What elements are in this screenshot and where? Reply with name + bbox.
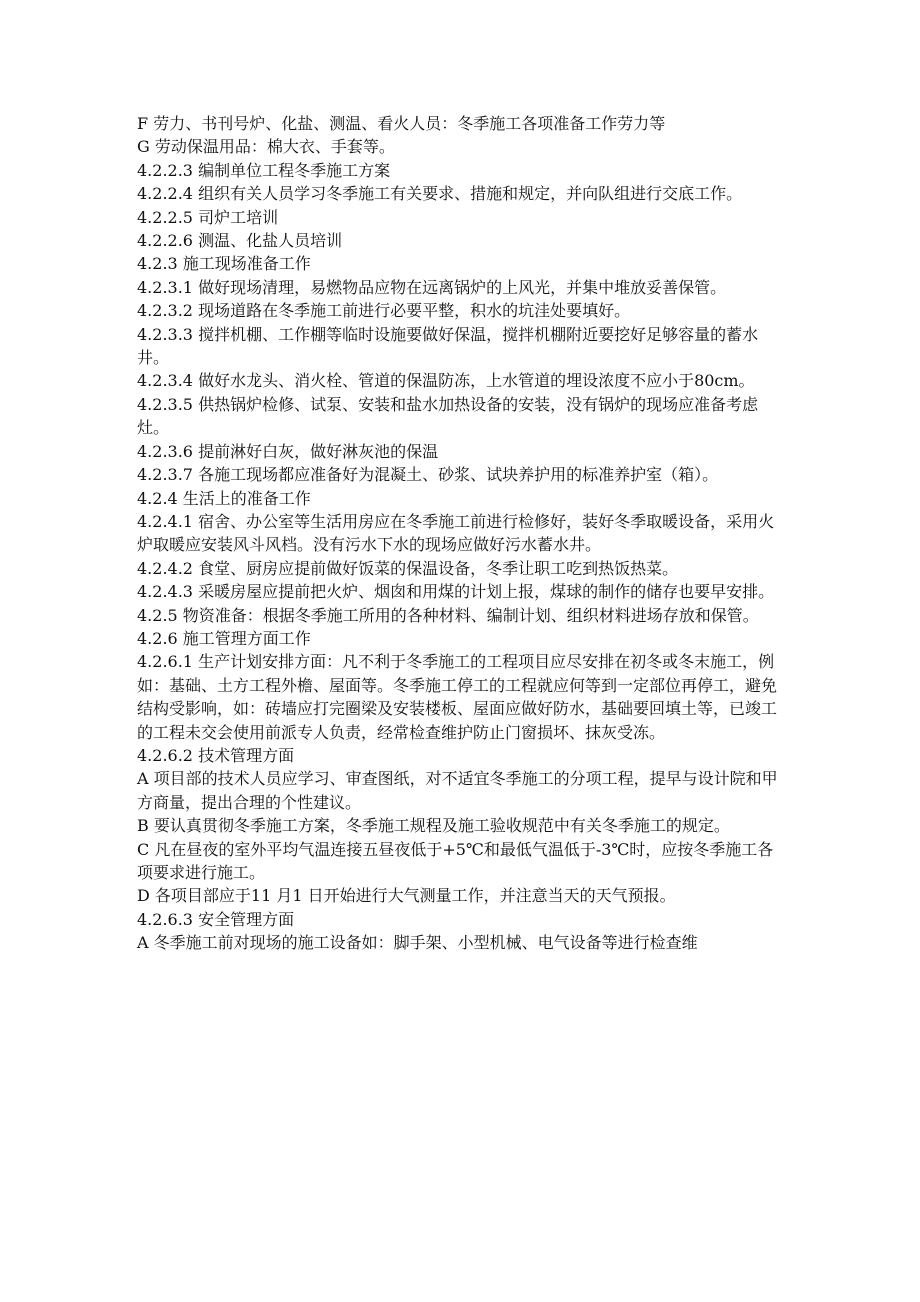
section-heading-4-2-6-3: 4.2.6.3 安全管理方面	[137, 909, 295, 929]
paragraph-4-2-3-2: 4.2.3.2 现场道路在冬季施工前进行必要平整，积水的坑洼处要填好。	[137, 301, 631, 321]
paragraph-4-2-3-7: 4.2.3.7 各施工现场都应准备好为混凝土、砂浆、试块养护用的标准养护室（箱）。	[137, 465, 719, 485]
paragraph-4-2-5: 4.2.5 物资准备：根据冬季施工所用的各种材料、编制计划、组织材料进场存放和保管。	[137, 605, 759, 625]
paragraph-tech-b: B 要认真贯彻冬季施工方案，冬季施工规程及施工验收规范中有关冬季施工的规定。	[137, 816, 730, 836]
paragraph-safety-a: A 冬季施工前对现场的施工设备如：脚手架、小型机械、电气设备等进行检查维	[137, 933, 698, 953]
paragraph-4-2-6-1: 4.2.6.1 生产计划安排方面：凡不利于冬季施工的工程项目应尽安排在初冬或冬末施工，例如：基础、土方工程外檐、屋面等。冬季施工停工的工程就应何等到一定部位再停工，避免结构受影响，如：砖墙应打完圈梁及安装楼板、屋面应做好防水，基础要回填土等，已竣工的工程未交会使用前派专人负责，经常检查维护防止门窗损坏、抹灰受冻。	[137, 652, 778, 742]
document-page	[137, 112, 787, 955]
section-heading-4-2-6-2: 4.2.6.2 技术管理方面	[137, 745, 295, 765]
section-heading-4-2-4: 4.2.4 生活上的准备工作	[137, 488, 311, 508]
paragraph-4-2-2-3: 4.2.2.3 编制单位工程冬季施工方案	[137, 160, 391, 180]
paragraph-4-2-4-2: 4.2.4.2 食堂、厨房应提前做好饭菜的保温设备，冬季让职工吃到热饭热菜。	[137, 558, 679, 578]
section-heading-4-2-3: 4.2.3 施工现场准备工作	[137, 254, 311, 274]
paragraph-4-2-3-6: 4.2.3.6 提前淋好白灰，做好淋灰池的保温	[137, 441, 439, 461]
paragraph-4-2-2-6: 4.2.2.6 测温、化盐人员培训	[137, 231, 343, 251]
paragraph-4-2-3-1: 4.2.3.1 做好现场清理，易燃物品应物在远离锅炉的上风光，并集中堆放妥善保管。	[137, 277, 727, 297]
paragraph-4-2-3-5: 4.2.3.5 供热锅炉检修、试泵、安装和盐水加热设备的安装，没有锅炉的现场应准备考虑灶。	[137, 394, 759, 438]
paragraph-4-2-2-5: 4.2.2.5 司炉工培训	[137, 207, 279, 227]
paragraph-tech-a: A 项目部的技术人员应学习、审查图纸，对不适宜冬季施工的分项工程，提早与设计院和甲方商量，提出合理的个性建议。	[137, 769, 778, 812]
paragraph-labor: F 劳力、书刊号炉、化盐、测温、看火人员：冬季施工各项准备工作劳力等	[137, 114, 666, 133]
paragraph-tech-c: C 凡在昼夜的室外平均气温连接五昼夜低于+5℃和最低气温低于-3℃时，应按冬季施工各项要求进行施工。	[137, 839, 774, 882]
paragraph-4-2-3-3: 4.2.3.3 搅拌机棚、工作棚等临时设施要做好保温，搅拌机棚附近要挖好足够容量的蓄水井。	[137, 324, 759, 368]
paragraph-4-2-4-3: 4.2.4.3 采暖房屋应提前把火炉、烟囱和用煤的计划上报，煤球的制作的储存也要早安排。	[137, 582, 775, 602]
paragraph-4-2-2-4: 4.2.2.4 组织有关人员学习冬季施工有关要求、措施和规定，并向队组进行交底工作。	[137, 184, 743, 204]
paragraph-4-2-3-4: 4.2.3.4 做好水龙头、消火栓、管道的保温防冻，上水管道的埋设浓度不应小于80cm。	[137, 371, 755, 391]
paragraph-protective-gear: G 劳动保温用品：棉大衣、手套等。	[137, 137, 395, 157]
paragraph-4-2-4-1: 4.2.4.1 宿舍、办公室等生活用房应在冬季施工前进行检修好，装好冬季取暖设备，采用火炉取暖应安装风斗风档。没有污水下水的现场应做好污水蓄水井。	[137, 511, 775, 555]
section-heading-4-2-6: 4.2.6 施工管理方面工作	[137, 628, 311, 648]
paragraph-tech-d: D 各项目部应于11 月1 日开始进行大气测量工作，并注意当天的天气预报。	[137, 886, 676, 906]
